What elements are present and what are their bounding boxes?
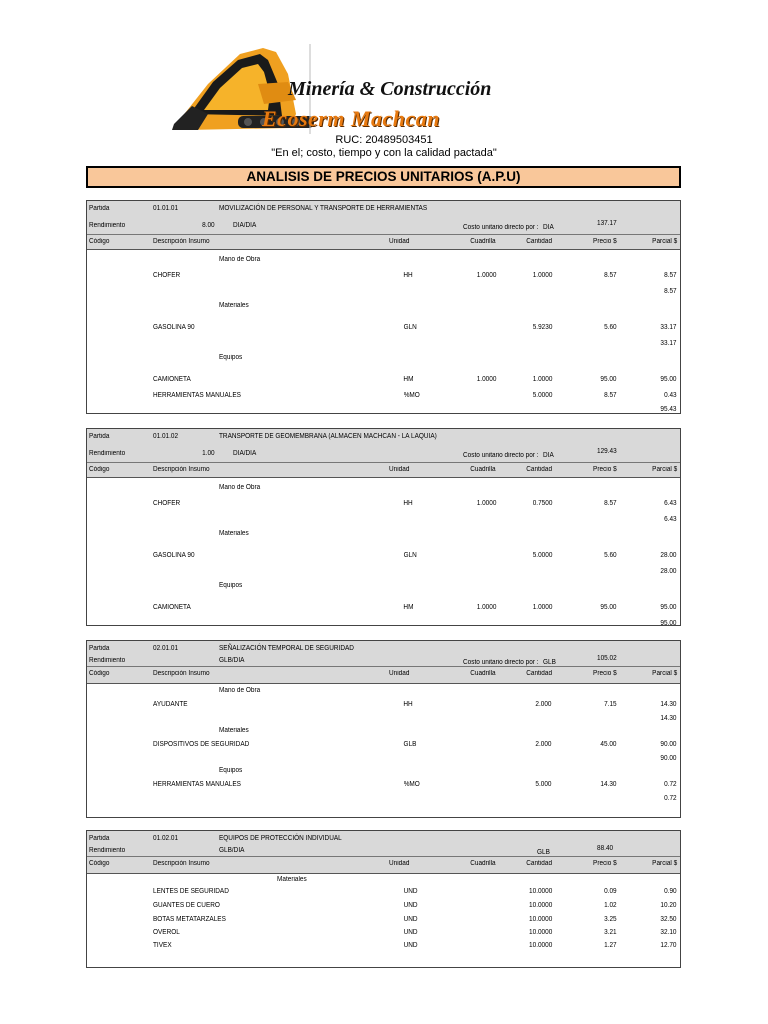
partida-description: EQUIPOS DE PROTECCIÓN INDIVIDUAL [219,835,342,842]
item-unit: UND [403,916,418,923]
document-title: ANALISIS DE PRECIOS UNITARIOS (A.P.U) [86,166,681,188]
col-cuadrilla: Cuadrilla [470,466,496,473]
costo-unitario-unit: GLB [537,849,550,856]
subtotal-value: 14.30 [660,715,677,722]
item-unit: UND [403,888,418,895]
col-unidad: Unidad [389,238,410,245]
category-label: Equipos [219,767,243,774]
subtotal-value: 95.00 [660,620,677,627]
item-precio: 3.21 [604,929,617,936]
col-parcial: Parcial $ [651,670,677,677]
item-parcial: 32.50 [660,916,677,923]
col-cuadrilla: Cuadrilla [470,670,496,677]
item-cantidad: 10.0000 [528,942,552,949]
partida-label: Partida [89,205,110,212]
item-parcial: 0.90 [664,888,677,895]
rendimiento-value: 1.00 [202,450,215,457]
col-unidad: Unidad [389,860,410,867]
category-label: Equipos [219,354,243,361]
item-parcial: 95.00 [660,604,677,611]
item-parcial: 6.43 [664,500,677,507]
category-label: Mano de Obra [219,484,261,491]
item-parcial: 0.72 [664,781,677,788]
rendimiento-unit: DIA/DIA [233,222,257,229]
item-precio: 8.57 [604,272,617,279]
item-cantidad: 10.0000 [528,916,552,923]
col-codigo: Código [89,466,110,473]
col-precio: Precio $ [593,860,617,867]
item-parcial: 14.30 [660,701,677,708]
category-label: Mano de Obra [219,256,261,263]
rendimiento-value: 8.00 [202,222,215,229]
partida-code: 01.02.01 [153,835,179,842]
col-parcial: Parcial $ [651,466,677,473]
ruc-text: RUC: 20489503451 [335,134,433,146]
item-unit: UND [403,902,418,909]
partida-code: 02.01.01 [153,645,179,652]
item-unit: GLB [403,741,417,748]
subtotal-value: 95.43 [660,406,677,413]
item-precio: 8.57 [604,500,617,507]
item-cuadrilla: 1.0000 [476,376,496,383]
item-cuadrilla: 1.0000 [476,272,496,279]
item-parcial: 28.00 [660,552,677,559]
brand-name-line1: Minería & Construcción [288,78,492,100]
item-precio: 5.60 [604,324,617,331]
item-description: GASOLINA 90 [153,324,195,331]
item-cantidad: 10.0000 [528,888,552,895]
subtotal-value: 28.00 [660,568,677,575]
item-cantidad: 1.0000 [532,272,552,279]
col-precio: Precio $ [593,670,617,677]
item-description: HERRAMIENTAS MANUALES [153,781,241,788]
subtotal-value: 0.72 [664,795,677,802]
item-description: CHOFER [153,500,181,507]
category-label: Equipos [219,582,243,589]
item-precio: 3.25 [604,916,617,923]
costo-unitario-unit: DIA [543,452,554,459]
costo-unitario-unit: DIA [543,224,554,231]
item-unit: GLN [403,552,417,559]
item-precio: 7.15 [604,701,617,708]
category-label: Materiales [219,302,249,309]
item-precio: 0.09 [604,888,617,895]
item-parcial: 33.17 [660,324,677,331]
partida-code: 01.01.01 [153,205,179,212]
item-precio: 45.00 [600,741,617,748]
item-precio: 95.00 [600,604,617,611]
rendimiento-unit: DIA/DIA [233,450,257,457]
rendimiento-unit: GLB/DIA [219,657,245,664]
col-codigo: Código [89,238,110,245]
item-unit: HH [403,500,413,507]
apu-section [86,428,681,626]
item-unit: UND [403,929,418,936]
item-description: CAMIONETA [153,604,191,611]
apu-section [86,200,681,414]
costo-unitario-value: 129.43 [597,448,617,455]
header-divider [87,856,680,857]
item-cuadrilla: 1.0000 [476,500,496,507]
rendimiento-label: Rendimiento [89,657,126,664]
col-cuadrilla: Cuadrilla [470,238,496,245]
item-cantidad: 10.0000 [528,929,552,936]
item-precio: 8.57 [604,392,617,399]
partida-label: Partida [89,433,110,440]
col-parcial: Parcial $ [651,860,677,867]
item-unit: %MO [403,781,420,788]
item-description: HERRAMIENTAS MANUALES [153,392,241,399]
item-parcial: 8.57 [664,272,677,279]
item-cantidad: 2.000 [535,741,552,748]
item-parcial: 10.20 [660,902,677,909]
col-codigo: Código [89,670,110,677]
slogan-text: "En el; costo, tiempo y con la calidad pactada" [271,147,497,159]
item-description: DISPOSITIVOS DE SEGURIDAD [153,741,250,748]
item-cantidad: 5.000 [535,781,552,788]
item-parcial: 0.43 [664,392,677,399]
item-description: OVEROL [153,929,180,936]
section-header [87,831,680,874]
item-parcial: 90.00 [660,741,677,748]
item-cuadrilla: 1.0000 [476,604,496,611]
item-cantidad: 0.7500 [532,500,552,507]
section-header [87,201,680,250]
item-description: CHOFER [153,272,181,279]
item-cantidad: 10.0000 [528,902,552,909]
partida-description: SEÑALIZACIÓN TEMPORAL DE SEGURIDAD [219,645,354,652]
header-divider [87,462,680,463]
apu-section [86,640,681,818]
col-descripcion: Descripción Insumo [153,670,210,677]
header-divider [87,234,680,235]
costo-unitario-value: 137.17 [597,220,617,227]
item-unit: HH [403,272,413,279]
item-description: LENTES DE SEGURIDAD [153,888,229,895]
partida-description: TRANSPORTE DE GEOMEMBRANA (ALMACEN MACHCAN - LA LAQUIA) [219,433,437,440]
col-descripcion: Descripción Insumo [153,238,210,245]
section-header [87,429,680,478]
subtotal-value: 33.17 [660,340,677,347]
col-descripcion: Descripción Insumo [153,860,210,867]
item-unit: HM [403,604,414,611]
item-cantidad: 1.0000 [532,604,552,611]
costo-unitario-label: Costo unitario directo por : [463,659,539,666]
rendimiento-label: Rendimiento [89,847,126,854]
col-unidad: Unidad [389,466,410,473]
subtotal-value: 6.43 [664,516,677,523]
item-precio: 14.30 [600,781,617,788]
item-unit: HH [403,701,413,708]
partida-description: MOVILIZACIÓN DE PERSONAL Y TRANSPORTE DE HERRAMIENTAS [219,205,428,212]
item-description: GUANTES DE CUERO [153,902,220,909]
col-cantidad: Cantidad [526,238,552,245]
col-descripcion: Descripción Insumo [153,466,210,473]
item-description: TIVEX [153,942,172,949]
item-precio: 1.27 [604,942,617,949]
col-cantidad: Cantidad [526,466,552,473]
item-precio: 1.02 [604,902,617,909]
partida-code: 01.01.02 [153,433,179,440]
item-parcial: 95.00 [660,376,677,383]
item-unit: GLN [403,324,417,331]
item-precio: 95.00 [600,376,617,383]
apu-section [86,830,681,968]
rendimiento-label: Rendimiento [89,450,126,457]
category-label: Materiales [219,530,249,537]
subtotal-value: 8.57 [664,288,677,295]
col-precio: Precio $ [593,238,617,245]
costo-unitario-unit: GLB [543,659,556,666]
item-unit: HM [403,376,414,383]
costo-unitario-label: Costo unitario directo por : [463,452,539,459]
category-label: Materiales [219,727,249,734]
item-description: BOTAS METATARZALES [153,916,226,923]
item-unit: %MO [403,392,420,399]
item-description: GASOLINA 90 [153,552,195,559]
col-unidad: Unidad [389,670,410,677]
partida-label: Partida [89,835,110,842]
partida-label: Partida [89,645,110,652]
rendimiento-unit: GLB/DIA [219,847,245,854]
col-parcial: Parcial $ [651,238,677,245]
subtotal-value: 90.00 [660,755,677,762]
item-description: AYUDANTE [153,701,188,708]
brand-name-line2: Ecoserm Machcan [262,106,440,131]
costo-unitario-value: 88.40 [597,845,614,852]
col-cuadrilla: Cuadrilla [470,860,496,867]
item-cantidad: 2.000 [535,701,552,708]
col-cantidad: Cantidad [526,860,552,867]
col-cantidad: Cantidad [526,670,552,677]
item-unit: UND [403,942,418,949]
category-label: Materiales [277,876,307,883]
col-precio: Precio $ [593,466,617,473]
item-description: CAMIONETA [153,376,191,383]
item-cantidad: 5.0000 [532,392,552,399]
header-divider [87,666,680,667]
category-label: Mano de Obra [219,687,261,694]
item-cantidad: 1.0000 [532,376,552,383]
item-cantidad: 5.0000 [532,552,552,559]
rendimiento-label: Rendimiento [89,222,126,229]
costo-unitario-label: Costo unitario directo por : [463,224,539,231]
item-parcial: 12.70 [660,942,677,949]
section-header [87,641,680,684]
item-cantidad: 5.9230 [532,324,552,331]
item-precio: 5.60 [604,552,617,559]
item-parcial: 32.10 [660,929,677,936]
costo-unitario-value: 105.02 [597,655,617,662]
col-codigo: Código [89,860,110,867]
